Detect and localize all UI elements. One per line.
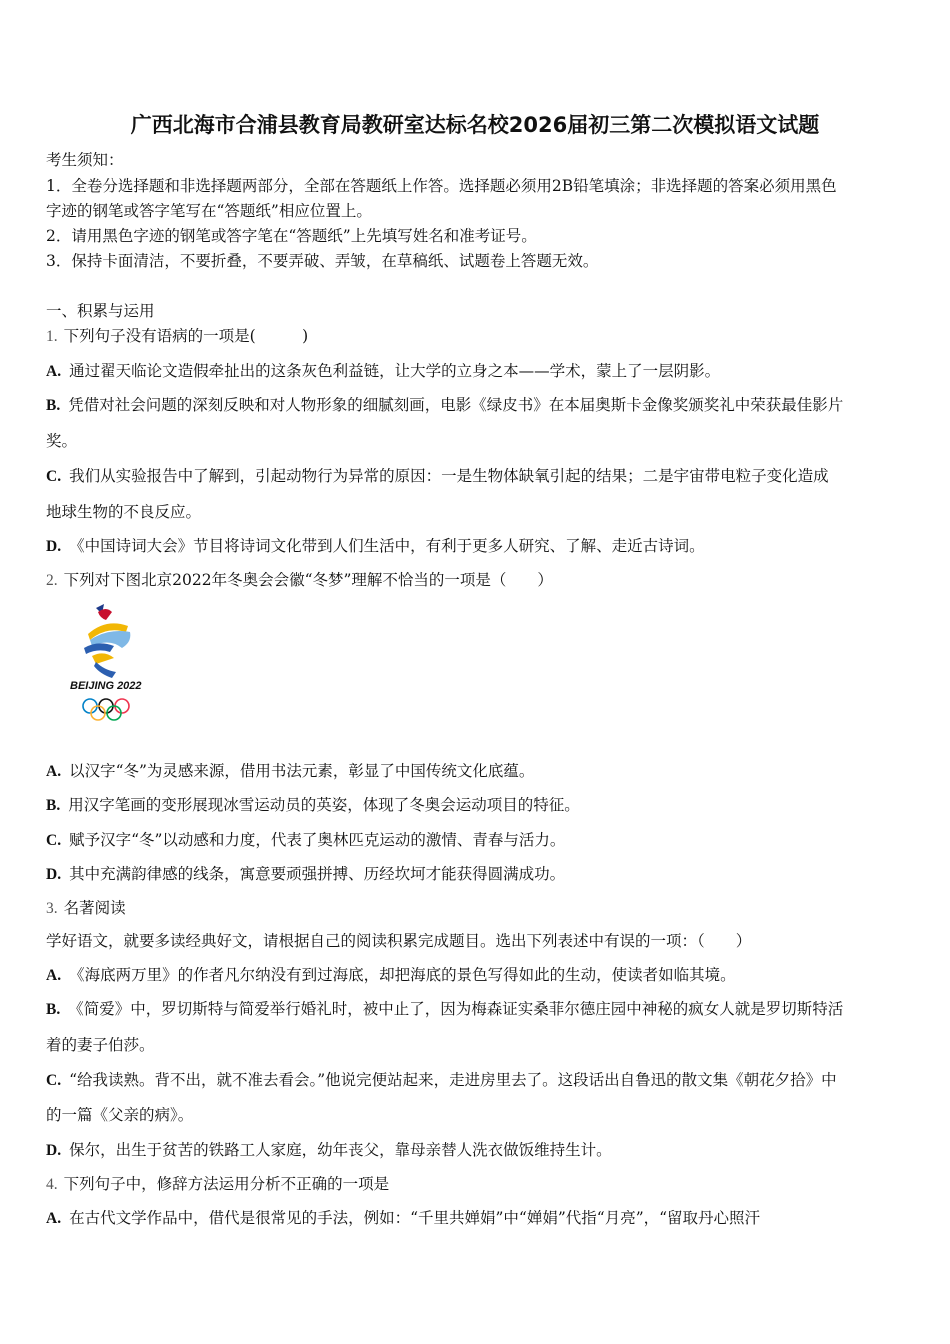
option-text: 以汉字“冬”为灵感来源，借用书法元素，彰显了中国传统文化底蕴。	[69, 762, 535, 780]
question-4-stem	[46, 1174, 389, 1195]
option-text: 《海底两万里》的作者凡尔纳没有到过海底，却把海底的景色写得如此的生动，使读者如临其境。	[69, 966, 736, 984]
option-text: 凭借对社会问题的深刻反映和对人物形象的细腻刻画，电影《绿皮书》在本届奥斯卡金像奖颁奖礼中荣获最佳影片	[68, 396, 844, 414]
question-text: 下列句子中，修辞方法运用分析不正确的一项是	[63, 1175, 390, 1193]
option-text-cont: 地球生物的不良反应。	[46, 503, 202, 521]
option-label: A.	[46, 763, 62, 780]
option-label: D.	[46, 538, 62, 555]
option-text: 保尔，出生于贫苦的铁路工人家庭，幼年丧父，靠母亲替人洗衣做饭维持生计。	[69, 1141, 612, 1159]
question-2-stem	[46, 570, 553, 591]
option-text: “给我读熟。背不出，就不准去看会。”他说完便站起来，走进房里去了。这段话出自鲁迅的散文集《朝花夕拾》中	[69, 1071, 837, 1089]
option-d	[46, 864, 565, 885]
option-c	[46, 1070, 837, 1091]
option-c	[46, 830, 565, 851]
option-text-cont: 着的妻子伯莎。	[46, 1036, 155, 1054]
option-label: C.	[46, 468, 62, 485]
question-number: 3.	[46, 900, 58, 917]
option-d	[46, 536, 705, 557]
option-a	[46, 1208, 760, 1229]
option-b	[46, 395, 843, 416]
question-number: 1.	[46, 328, 58, 345]
notice-line: 1．全卷分选择题和非选择题两部分，全部在答题纸上作答。选择题必须用2B铅笔填涂；非选择题的答案必须用黑色	[46, 177, 837, 195]
option-b	[46, 999, 843, 1020]
emblem-text: BEIJING 2022	[70, 680, 142, 692]
option-text: 其中充满韵律感的线条，寓意要顽强拼搏、历经坎坷才能获得圆满成功。	[69, 865, 566, 883]
option-a	[46, 965, 736, 986]
option-a	[46, 361, 720, 382]
option-text: 《简爱》中，罗切斯特与简爱举行婚礼时，被中止了，因为梅森证实桑菲尔德庄园中神秘的疯女人就是罗切斯特活	[68, 1000, 844, 1018]
option-text: 赋予汉字“冬”以动感和力度，代表了奥林匹克运动的激情、青春与活力。	[69, 831, 566, 849]
question-text: 名著阅读	[63, 899, 126, 917]
notice-heading: 考生须知：	[46, 151, 124, 169]
option-text: 用汉字笔画的变形展现冰雪运动员的英姿，体现了冬奥会运动项目的特征。	[68, 796, 580, 814]
option-text-cont: 奖。	[46, 432, 78, 450]
option-label: B.	[46, 1001, 61, 1018]
option-label: D.	[46, 866, 62, 883]
section-heading: 一、积累与运用	[46, 302, 155, 320]
beijing-2022-emblem-image	[66, 600, 156, 730]
notice-line: 2．请用黑色字迹的钢笔或答字笔在“答题纸”上先填写姓名和准考证号。	[46, 227, 537, 245]
option-b	[46, 795, 580, 816]
option-c	[46, 466, 829, 487]
notice-line: 3．保持卡面清洁，不要折叠，不要弄破、弄皱，在草稿纸、试题卷上答题无效。	[46, 252, 599, 270]
question-number: 4.	[46, 1176, 58, 1193]
option-text: 在古代文学作品中，借代是很常见的手法，例如：“千里共婵娟”中“婵娟”代指“月亮”，“留取丹心照汗	[69, 1209, 761, 1227]
option-text: 《中国诗词大会》节目将诗词文化带到人们生活中，有利于更多人研究、了解、走近古诗词。	[69, 537, 705, 555]
option-label: A.	[46, 363, 62, 380]
question-number: 2.	[46, 572, 58, 589]
question-text: 下列对下图北京2022年冬奥会会徽“冬梦”理解不恰当的一项是（ ）	[63, 571, 553, 589]
option-label: D.	[46, 1142, 62, 1159]
page-title: 广西北海市合浦县教育局教研室达标名校2026届初三第二次模拟语文试题	[130, 113, 820, 137]
option-a	[46, 761, 534, 782]
option-label: C.	[46, 1072, 62, 1089]
option-d	[46, 1140, 612, 1161]
option-label: C.	[46, 832, 62, 849]
option-label: A.	[46, 1210, 62, 1227]
option-label: A.	[46, 967, 62, 984]
option-text: 通过翟天临论文造假牵扯出的这条灰色利益链，让大学的立身之本——学术，蒙上了一层阴影。	[69, 362, 721, 380]
question-1-stem	[46, 326, 308, 347]
question-intro: 学好语文，就要多读经典好文，请根据自己的阅读积累完成题目。选出下列表述中有误的一项：（ ）	[46, 932, 752, 950]
option-label: B.	[46, 397, 61, 414]
option-text: 我们从实验报告中了解到，引起动物行为异常的原因：一是生物体缺氧引起的结果；二是宇宙带电粒子变化造成	[69, 467, 829, 485]
notice-line: 字迹的钢笔或答字笔写在“答题纸”相应位置上。	[46, 202, 372, 220]
option-label: B.	[46, 797, 61, 814]
option-text-cont: 的一篇《父亲的病》。	[46, 1106, 194, 1124]
question-text: 下列句子没有语病的一项是( )	[63, 327, 309, 345]
question-3-stem	[46, 898, 126, 919]
